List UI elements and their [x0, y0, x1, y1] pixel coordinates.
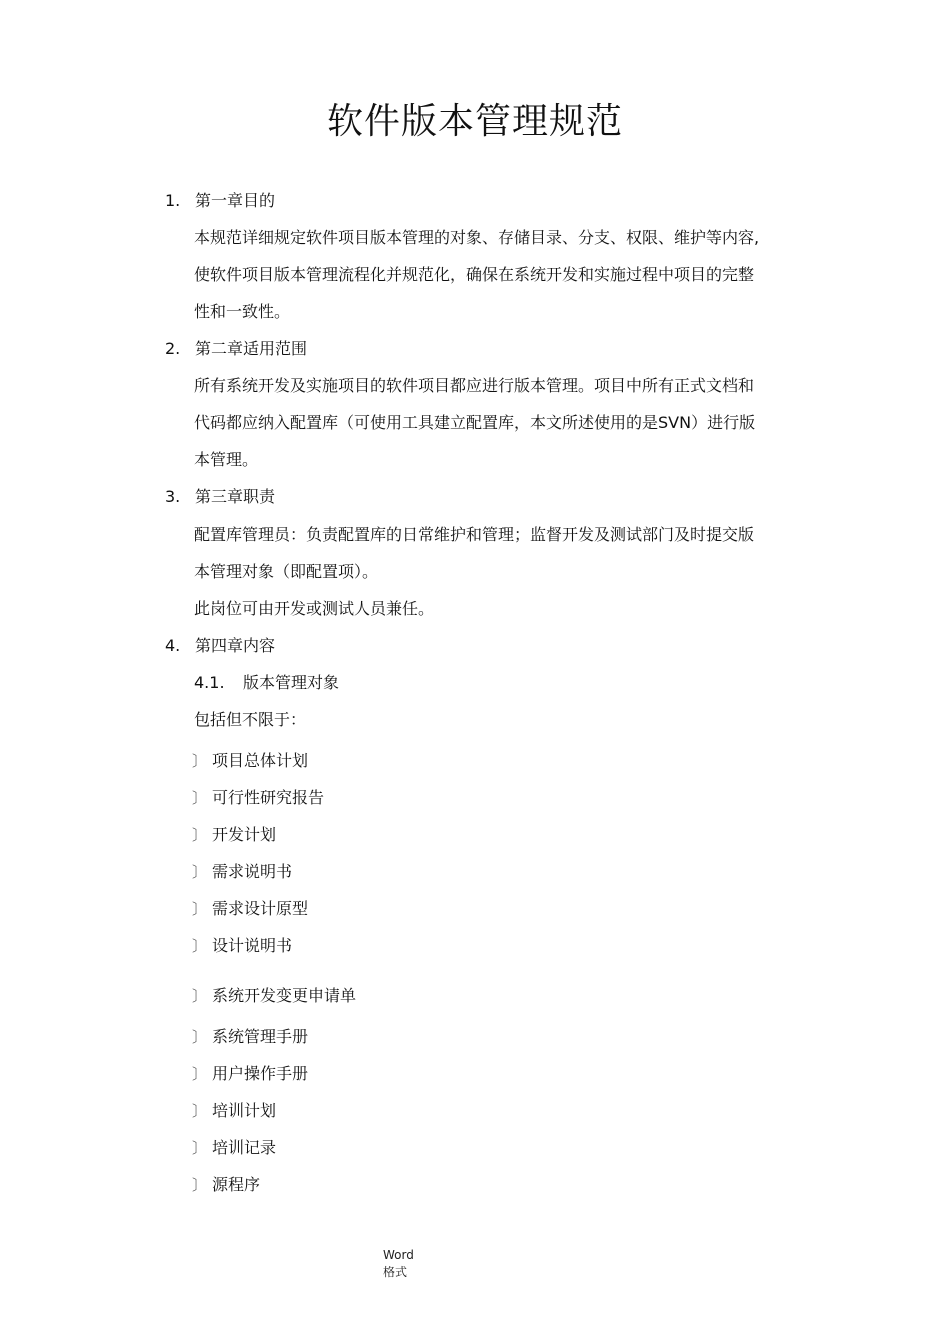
bullet-glyph: 〕 — [192, 1176, 208, 1194]
list-item: 系统开发变更申请单 — [212, 986, 357, 1005]
list-item: 用户操作手册 — [212, 1064, 309, 1083]
footer-line-2: 格式 — [383, 1265, 408, 1279]
list-item: 可行性研究报告 — [212, 788, 325, 807]
section-2-line-1: 所有系统开发及实施项目的软件项目都应进行版本管理。项目中所有正式文档和 — [194, 376, 755, 395]
section-3-heading: 第三章职责 — [195, 487, 276, 506]
bullet-glyph: 〕 — [192, 752, 208, 770]
bullet-glyph: 〕 — [192, 1139, 208, 1157]
bullet-glyph: 〕 — [192, 826, 208, 844]
bullet-glyph: 〕 — [192, 863, 208, 881]
list-item: 项目总体计划 — [212, 751, 309, 770]
section-4-intro: 包括但不限于： — [194, 710, 307, 729]
section-3-line-1: 配置库管理员：负责配置库的日常维护和管理；监督开发及测试部门及时提交版 — [194, 525, 755, 544]
section-1-line-2: 使软件项目版本管理流程化并规范化，确保在系统开发和实施过程中项目的完整 — [194, 265, 755, 284]
section-2-line-3: 本管理。 — [194, 450, 259, 469]
section-4-number: 4. — [165, 636, 181, 655]
section-1-line-1: 本规范详细规定软件项目版本管理的对象、存储目录、分支、权限、维护等内容, — [194, 228, 760, 247]
bullet-glyph: 〕 — [192, 1065, 208, 1083]
footer-line-1: Word — [383, 1248, 414, 1262]
list-item: 培训记录 — [212, 1138, 277, 1157]
bullet-glyph: 〕 — [192, 789, 208, 807]
bullet-glyph: 〕 — [192, 1028, 208, 1046]
document-title: 软件版本管理规范 — [326, 101, 623, 142]
list-item: 系统管理手册 — [212, 1027, 309, 1046]
bullet-glyph: 〕 — [192, 987, 208, 1005]
bullet-glyph: 〕 — [192, 937, 208, 955]
list-item: 培训计划 — [212, 1101, 277, 1120]
section-2-heading: 第二章适用范围 — [195, 339, 308, 358]
section-3-line-3: 此岗位可由开发或测试人员兼任。 — [194, 599, 435, 618]
list-item: 开发计划 — [212, 825, 277, 844]
section-2-line-2: 代码都应纳入配置库（可使用工具建立配置库，本文所述使用的是SVN）进行版 — [194, 413, 756, 432]
list-item: 源程序 — [212, 1175, 261, 1194]
section-1-line-3: 性和一致性。 — [194, 302, 291, 321]
section-1-heading: 第一章目的 — [195, 191, 276, 210]
section-4-heading: 第四章内容 — [195, 636, 276, 655]
list-item: 设计说明书 — [212, 936, 293, 955]
section-2-number: 2. — [165, 339, 181, 358]
subsection-4-1-number: 4.1. — [194, 673, 225, 692]
list-item: 需求设计原型 — [212, 899, 309, 918]
section-3-number: 3. — [165, 487, 181, 506]
list-item: 需求说明书 — [212, 862, 293, 881]
bullet-glyph: 〕 — [192, 1102, 208, 1120]
section-1-number: 1. — [165, 191, 181, 210]
section-3-line-2: 本管理对象（即配置项）。 — [194, 562, 379, 581]
bullet-glyph: 〕 — [192, 900, 208, 918]
subsection-4-1-heading: 版本管理对象 — [243, 673, 340, 692]
